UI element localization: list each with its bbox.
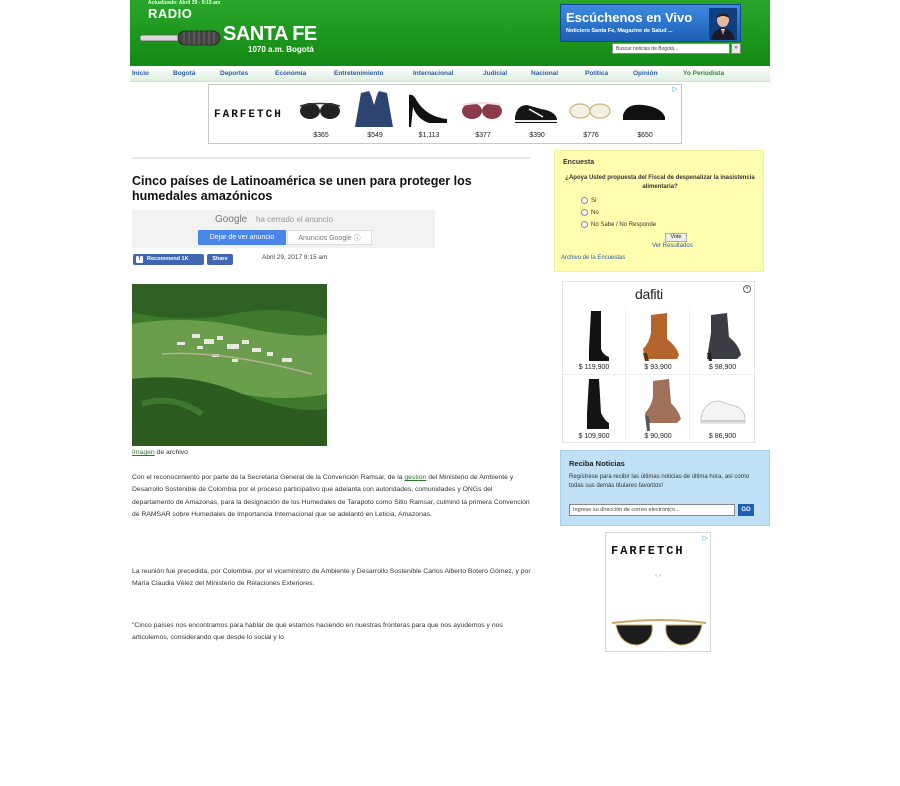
nav-item-yo-periodista[interactable]: Yo Periodista [683, 70, 725, 77]
price-label: $ 86,900 [708, 433, 737, 440]
product-cell[interactable] [627, 375, 690, 443]
article-paragraph-1 [132, 472, 532, 522]
ad-choices-icon[interactable]: ▷ [702, 535, 708, 542]
article-paragraph-3: "Cinco países nos encontramos para hablar de qué estamos haciendo en nuestras fronteras para que nos ayudemos y nos articulemos, considerando que desde lo social y lo [132, 622, 503, 642]
nav-item-internacional[interactable]: Internacional [413, 70, 454, 77]
farfetch-logo: FARFETCH [214, 109, 283, 121]
farfetch-side-ad[interactable] [605, 532, 711, 652]
price-label: $ 90,900 [644, 433, 672, 440]
listen-live-banner[interactable] [560, 4, 741, 42]
price-label: $650 [637, 132, 653, 139]
carousel-arrows-icon[interactable]: ‹ › [655, 573, 661, 579]
gestion-link[interactable]: gestión [404, 474, 427, 481]
nav-item-deportes[interactable]: Deportes [220, 70, 249, 77]
poll-results-link[interactable]: Ver Resultados [652, 243, 693, 249]
article-photo [132, 284, 327, 446]
search-button[interactable]: » [731, 43, 741, 54]
site-header [130, 0, 770, 66]
content-divider [132, 157, 530, 159]
clear-glasses-image [565, 91, 615, 127]
image-link[interactable]: Imagen [132, 449, 155, 456]
facebook-recommend-label: Recommend 1K [147, 256, 189, 262]
nav-item-entretenimiento[interactable]: Entretenimiento [334, 70, 384, 77]
price-label: $ 98,900 [708, 364, 737, 371]
nav-item-politica[interactable]: Política [585, 70, 609, 77]
black-tall-boot-image [569, 377, 621, 431]
newsletter-title: Reciba Noticias [569, 459, 625, 468]
product-cell[interactable] [563, 307, 626, 375]
closed-ad-text: ha cerrado el anuncio [256, 215, 333, 224]
grey-bootie-image [697, 309, 749, 363]
article-headline: Cinco países de Latinoamérica se unen para proteger los humedales amazónicos [132, 174, 472, 203]
ad-choices-icon[interactable]: ▷ [672, 86, 678, 93]
sunglasses-image [610, 617, 708, 652]
tan-boot-image [633, 309, 685, 363]
google-ads-button[interactable]: Anuncios Google ⓘ [287, 230, 372, 245]
pink-heel-boot-image [633, 377, 685, 431]
newsletter-go-button[interactable]: GO [738, 504, 754, 516]
product-cell[interactable] [627, 307, 690, 375]
poll-question: ¿Apoya Usted propuesta del Fiscal de despenalizar la inasistencia alimentaria? [565, 175, 755, 190]
black-slipon-image [619, 91, 669, 127]
white-sneaker-image [697, 377, 749, 431]
closed-ad-google-label: Google [215, 214, 248, 225]
search-input[interactable]: Buscar noticias de Bogotá... [612, 43, 730, 54]
stop-seeing-ad-button[interactable]: Dejar de ver anuncio [198, 230, 286, 245]
heel-shoe-image [403, 91, 453, 127]
radio-button[interactable] [581, 197, 588, 204]
nav-item-inicio[interactable]: Inicio [132, 70, 149, 77]
dafiti-ad[interactable] [562, 281, 755, 443]
price-label: $ 93,900 [644, 364, 672, 371]
nav-item-economia[interactable]: Economía [275, 70, 307, 77]
main-nav [130, 66, 770, 82]
listen-live-subtitle: Noticiero Santa Fe, Magazine de Salud ... [566, 28, 673, 34]
product-cell[interactable] [563, 375, 626, 443]
paragraph-text: Con el reconocimiento por parte de la Secretaria General de la Convención Ramsar, de la [132, 474, 405, 481]
header-date: Actualizado: Abril 29 - 9:15 am [148, 0, 221, 6]
poll-title: Encuesta [563, 159, 595, 166]
presenter-photo [709, 8, 737, 40]
poll-option-label: Si [591, 198, 597, 205]
newsletter-widget [560, 450, 770, 526]
microphone-icon [140, 29, 222, 47]
price-label: $390 [529, 132, 545, 139]
sunglasses-image [295, 91, 345, 127]
nav-item-bogota[interactable]: Bogotá [173, 70, 196, 77]
price-label: $ 119,900 [578, 364, 610, 371]
logo-santafe-text[interactable]: SANTA FE [223, 23, 317, 45]
nav-item-judicial[interactable]: Judicial [483, 70, 508, 77]
product-cell[interactable] [691, 375, 754, 443]
farfetch-logo: FARFETCH [611, 544, 685, 558]
poll-option-label: No [591, 210, 599, 217]
caption-text: de archivo [154, 449, 188, 456]
poll-option-no[interactable] [581, 209, 599, 216]
price-label: $1,113 [418, 132, 440, 139]
facebook-icon: f [136, 256, 143, 263]
paragraph-text: del Ministerio de Ambiente y Desarrollo Sostenible de Colombia por el proceso participativo que adelanta con autoridades, comunidades y ONGs del departamento de Amazonas, para la designación de los Humedales de Tarapoto como Sitio Ramsar, culminó la primera Convención de RAMSAR sobre Humedales de Importancia Internacional que se adelantó en Leticia, Amazonas. [132, 474, 530, 519]
newsletter-description: Regístrese para recibir las últimas noticias de última hora, así como todas sus demás titulares favoritos! [569, 474, 750, 489]
article-paragraph-2: La reunión fue precedida, por Colombia, por el viceministro de Ambiente y Desarrollo Sostenible Carlos Alberto Botero Gómez, y por María Claudia Vélez del Ministerio de Relaciones Exteriores. [132, 568, 531, 588]
close-ad-icon[interactable]: × [743, 285, 751, 293]
vote-button[interactable]: Vote [665, 233, 687, 242]
poll-option-si[interactable] [581, 197, 596, 204]
price-label: $549 [367, 132, 383, 139]
facebook-recommend-button[interactable] [133, 254, 204, 265]
poll-widget [554, 150, 764, 272]
price-label: $377 [475, 132, 491, 139]
tall-boot-image [569, 309, 621, 363]
email-field[interactable]: Ingrese su dirección de correo electrónico... [569, 504, 735, 516]
photo-caption [132, 449, 188, 456]
radio-button[interactable] [581, 209, 588, 216]
product-cell[interactable] [691, 307, 754, 375]
nav-item-opinion[interactable]: Opinión [633, 70, 658, 77]
listen-live-title: Escúchenos en Vivo [566, 10, 693, 25]
price-label: $ 109,900 [578, 433, 610, 440]
logo-frequency: 1070 a.m. Bogotá [248, 45, 314, 54]
red-sunglasses-image [457, 91, 507, 127]
blazer-image [349, 91, 399, 127]
closed-ad-notice [132, 210, 435, 248]
poll-option-label: No Sabe / No Responde [591, 222, 657, 229]
facebook-share-button[interactable]: Share [207, 254, 233, 265]
price-label: $776 [583, 132, 599, 139]
sneaker-image [511, 91, 561, 127]
dafiti-logo: dafiti [635, 286, 663, 302]
page [130, 0, 770, 652]
price-label: $365 [313, 132, 329, 139]
logo-radio-text[interactable]: RADIO [148, 6, 193, 21]
poll-archive-link[interactable]: Archivo de la Encuestas [561, 255, 626, 261]
nav-item-nacional[interactable]: Nacional [531, 70, 559, 77]
article-date: Abril 29, 2017 9:15 am [262, 254, 328, 261]
farfetch-banner-ad[interactable] [208, 84, 682, 144]
poll-option-nsnr[interactable] [581, 221, 656, 228]
radio-button[interactable] [581, 221, 588, 228]
